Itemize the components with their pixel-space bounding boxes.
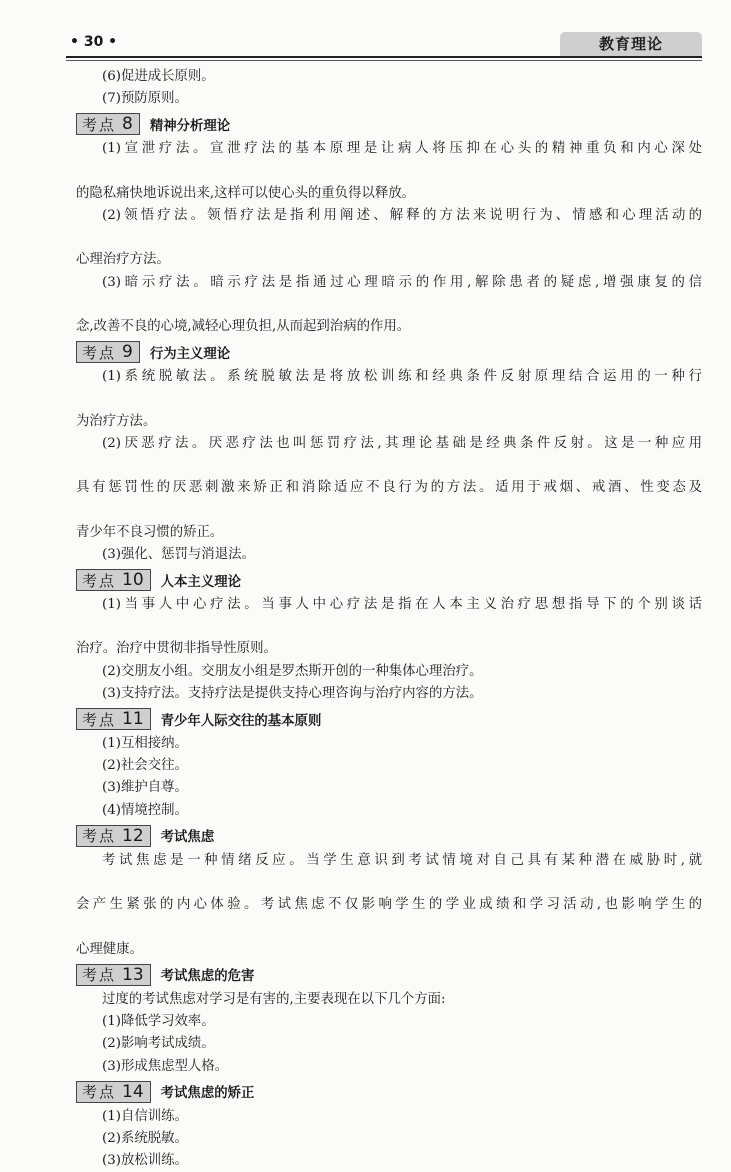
exam-point-badge bbox=[76, 113, 140, 135]
paragraph bbox=[76, 850, 702, 961]
text-line: (1)当事人中心疗法。当事人中心疗法是指在人本主义治疗思想指导下的个别谈话 bbox=[102, 597, 702, 613]
exam-point-label: 考点 bbox=[82, 343, 117, 362]
exam-point-number: 9 bbox=[122, 342, 133, 363]
paragraph bbox=[76, 1033, 702, 1055]
paragraph bbox=[76, 1056, 702, 1078]
exam-point-number: 14 bbox=[122, 1081, 144, 1102]
paragraph bbox=[76, 544, 702, 566]
exam-point-heading bbox=[76, 823, 702, 849]
exam-point-label: 考点 bbox=[82, 827, 117, 846]
exam-point-badge bbox=[76, 341, 140, 363]
page-body bbox=[76, 66, 702, 1172]
paragraph bbox=[76, 1128, 702, 1150]
exam-point-label: 考点 bbox=[82, 1083, 117, 1102]
paragraph bbox=[76, 755, 702, 777]
paragraph bbox=[76, 1150, 702, 1172]
exam-point-title: 精神分析理论 bbox=[149, 118, 231, 134]
exam-point-number: 8 bbox=[122, 114, 133, 135]
text-line: 心理健康。 bbox=[76, 941, 143, 957]
exam-point-badge bbox=[76, 1081, 151, 1103]
exam-point-badge bbox=[76, 708, 151, 730]
exam-point-label: 考点 bbox=[82, 571, 117, 590]
exam-point-badge bbox=[76, 964, 151, 986]
exam-point-title: 青少年人际交往的基本原则 bbox=[160, 713, 322, 729]
text-line: (2)领悟疗法。领悟疗法是指利用阐述、解释的方法来说明行为、情感和心理活动的 bbox=[102, 208, 702, 224]
exam-point-label: 考点 bbox=[82, 966, 117, 985]
text-line: (4)情境控制。 bbox=[102, 802, 188, 818]
page-number: • 30 • bbox=[70, 34, 118, 50]
exam-point-heading bbox=[76, 567, 702, 593]
text-line: (3)形成焦虑型人格。 bbox=[102, 1058, 229, 1074]
paragraph bbox=[76, 366, 702, 433]
exam-point-badge bbox=[76, 569, 151, 591]
paragraph bbox=[76, 661, 702, 683]
text-line: (3)放松训练。 bbox=[102, 1153, 188, 1169]
exam-point-title: 人本主义理论 bbox=[160, 574, 241, 590]
text-line: 会产生紧张的内心体验。考试焦虑不仅影响学生的学业成绩和学习活动,也影响学生的 bbox=[76, 897, 702, 913]
exam-point-title: 考试焦虑的危害 bbox=[160, 969, 255, 985]
exam-point-heading bbox=[76, 962, 702, 988]
exam-point-heading bbox=[76, 1079, 702, 1105]
text-line: (3)支持疗法。支持疗法是提供支持心理咨询与治疗内容的方法。 bbox=[102, 685, 483, 701]
text-line: 考试焦虑是一种情绪反应。当学生意识到考试情境对自己具有某种潜在威胁时,就 bbox=[102, 852, 702, 868]
text-line: (6)促进成长原则。 bbox=[102, 69, 215, 84]
text-line: (2)交朋友小组。交朋友小组是罗杰斯开创的一种集体心理治疗。 bbox=[102, 663, 483, 679]
exam-point-heading bbox=[76, 706, 702, 732]
paragraph bbox=[76, 989, 702, 1011]
exam-point-number: 13 bbox=[122, 964, 144, 985]
header-rule bbox=[66, 56, 702, 58]
paragraph bbox=[76, 433, 702, 544]
text-line: (1)系统脱敏法。系统脱敏法是将放松训练和经典条件反射原理结合运用的一种行 bbox=[102, 369, 702, 385]
header-rule-thin bbox=[66, 60, 702, 61]
paragraph bbox=[76, 205, 702, 272]
paragraph bbox=[76, 594, 702, 661]
text-line: (2)系统脱敏。 bbox=[102, 1130, 188, 1146]
exam-point-label: 考点 bbox=[82, 710, 117, 729]
paragraph bbox=[76, 138, 702, 205]
exam-point-title: 考试焦虑 bbox=[160, 830, 215, 846]
paragraph bbox=[76, 1106, 702, 1128]
text-line: (3)暗示疗法。暗示疗法是指通过心理暗示的作用,解除患者的疑虑,增强康复的信 bbox=[102, 274, 702, 290]
paragraph bbox=[76, 88, 702, 110]
exam-point-number: 10 bbox=[122, 570, 144, 591]
text-line: 为治疗方法。 bbox=[76, 413, 157, 429]
text-line: (7)预防原则。 bbox=[102, 91, 188, 107]
exam-point-heading bbox=[76, 111, 702, 137]
text-line: (1)降低学习效率。 bbox=[102, 1014, 215, 1030]
text-line: 心理治疗方法。 bbox=[76, 252, 170, 268]
text-line: (2)社会交往。 bbox=[102, 758, 188, 774]
paragraph bbox=[76, 272, 702, 339]
text-line: (3)维护自尊。 bbox=[102, 780, 188, 796]
section-tab: 教育理论 bbox=[560, 32, 702, 56]
text-line: 的隐私痛快地诉说出来,这样可以使心头的重负得以释放。 bbox=[76, 185, 416, 201]
text-line: 治疗。治疗中贯彻非指导性原则。 bbox=[76, 641, 277, 657]
paragraph bbox=[76, 66, 702, 88]
paragraph bbox=[76, 683, 702, 705]
exam-point-title: 行为主义理论 bbox=[149, 346, 231, 362]
text-line: (2)影响考试成绩。 bbox=[102, 1036, 215, 1052]
exam-point-title: 考试焦虑的矫正 bbox=[160, 1086, 255, 1102]
exam-point-badge bbox=[76, 825, 151, 847]
paragraph bbox=[76, 733, 702, 755]
exam-point-number: 12 bbox=[122, 825, 144, 846]
text-line: (1)宣泄疗法。宣泄疗法的基本原理是让病人将压抑在心头的精神重负和内心深处 bbox=[102, 141, 702, 157]
exam-point-number: 11 bbox=[122, 709, 144, 730]
text-line: 具有惩罚性的厌恶刺激来矫正和消除适应不良行为的方法。适用于戒烟、戒酒、性变态及 bbox=[76, 480, 702, 496]
paragraph bbox=[76, 800, 702, 822]
exam-point-heading bbox=[76, 339, 702, 365]
text-line: 青少年不良习惯的矫正。 bbox=[76, 524, 224, 540]
paragraph bbox=[76, 1011, 702, 1033]
text-line: (2)厌恶疗法。厌恶疗法也叫惩罚疗法,其理论基础是经典条件反射。这是一种应用 bbox=[102, 435, 702, 451]
exam-point-label: 考点 bbox=[82, 115, 117, 134]
paragraph bbox=[76, 777, 702, 799]
text-line: 过度的考试焦虑对学习是有害的,主要表现在以下几个方面: bbox=[102, 991, 446, 1007]
page-header bbox=[0, 30, 731, 60]
text-line: 念,改善不良的心境,减轻心理负担,从而起到治病的作用。 bbox=[76, 319, 411, 335]
text-line: (1)自信训练。 bbox=[102, 1108, 188, 1124]
text-line: (3)强化、惩罚与消退法。 bbox=[102, 546, 255, 562]
text-line: (1)互相接纳。 bbox=[102, 736, 188, 752]
